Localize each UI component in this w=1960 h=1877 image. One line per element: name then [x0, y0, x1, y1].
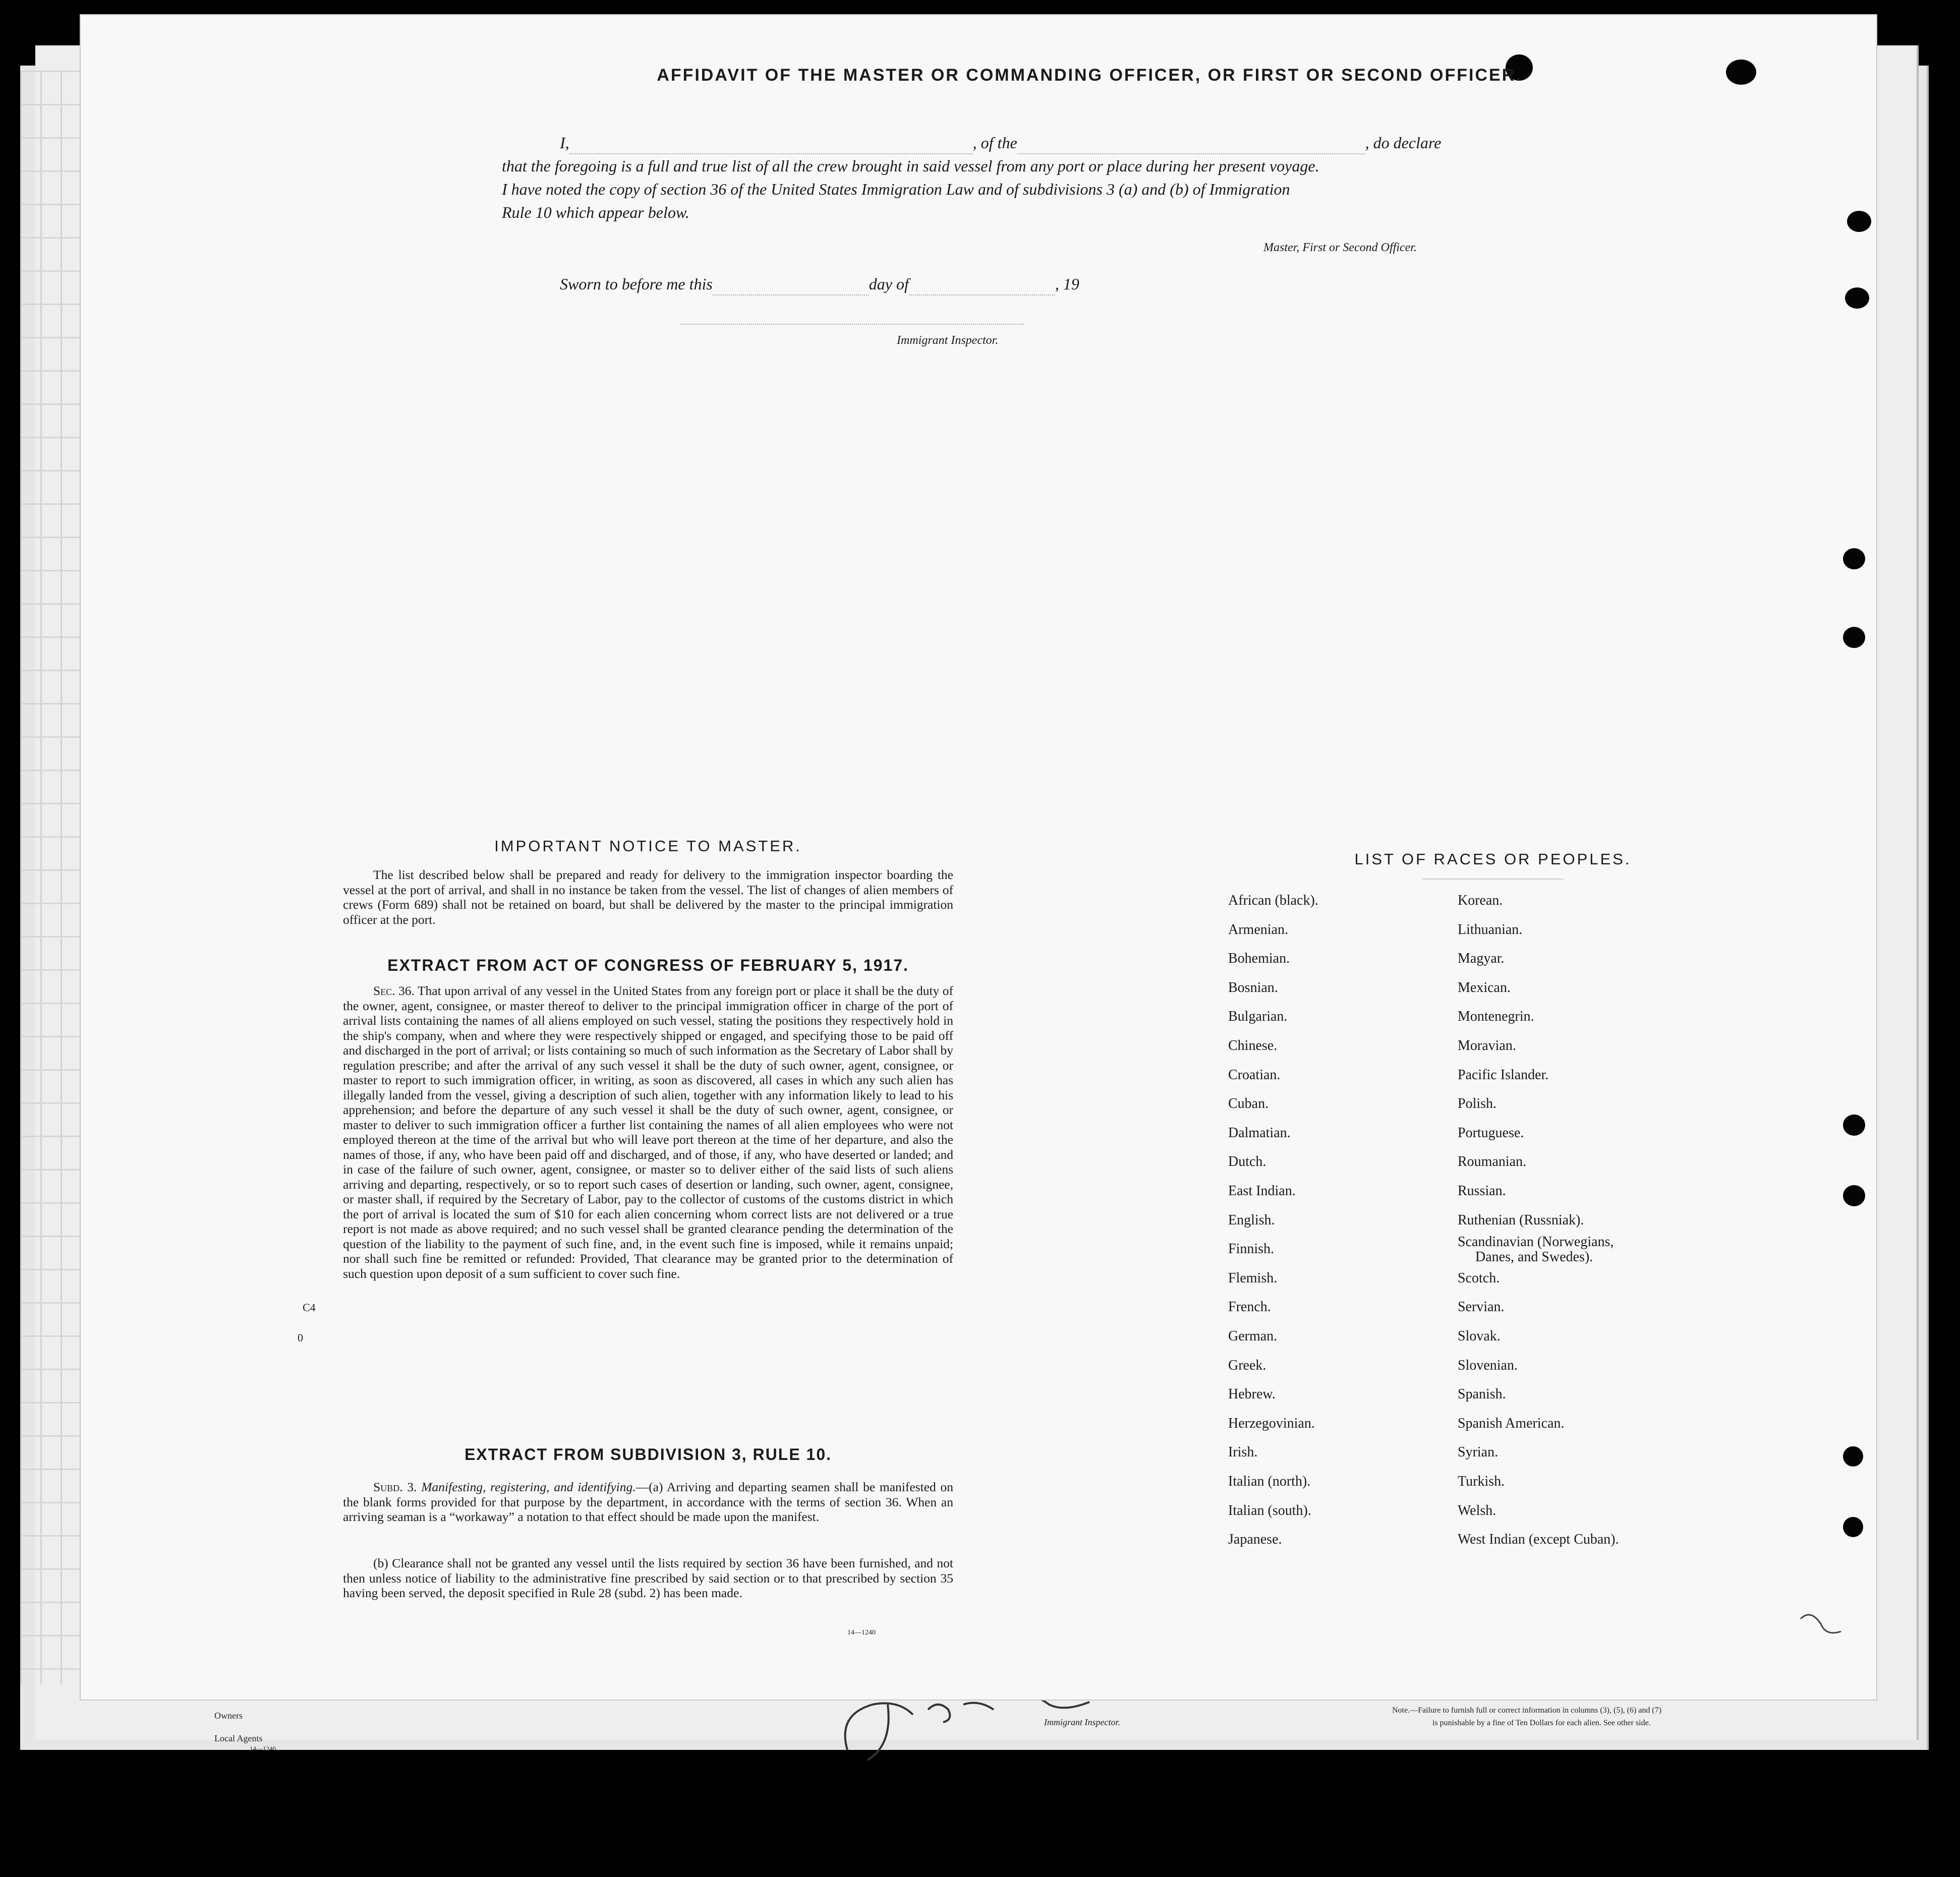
notice-title: IMPORTANT NOTICE TO MASTER.: [494, 837, 802, 855]
race-item: Croatian.: [1228, 1067, 1281, 1083]
race-item: Italian (north).: [1228, 1474, 1311, 1489]
notice-form-number: 14—1240: [847, 1629, 876, 1636]
race-item: Ruthenian (Russniak).: [1458, 1212, 1584, 1228]
under-note-line1: Note.—Failure to furnish full or correct information in columns (3), (5), (6) and (7): [1392, 1706, 1662, 1715]
race-item: Portuguese.: [1458, 1125, 1524, 1141]
race-item: Magyar.: [1458, 951, 1505, 967]
section-36-text: [343, 983, 953, 1281]
affidavit-line-3: I have noted the copy of section 36 of the United States Immigration Law and of subdivisions 3 (a) and (b) of Immigration: [502, 180, 1290, 198]
punch-hole: [1843, 1115, 1865, 1136]
race-item: Flemish.: [1228, 1270, 1278, 1286]
inspector-label: Immigrant Inspector.: [897, 334, 999, 347]
race-item: Hebrew.: [1228, 1386, 1276, 1402]
master-signature-label: Master, First or Second Officer.: [1263, 241, 1417, 254]
race-item: Herzegovinian.: [1228, 1415, 1315, 1431]
race-item: Syrian.: [1458, 1444, 1498, 1460]
race-item: Bosnian.: [1228, 979, 1278, 995]
race-item: Spanish.: [1458, 1386, 1506, 1402]
day-of-text: day of: [869, 275, 909, 293]
races-title: LIST OF RACES OR PEOPLES.: [1354, 850, 1632, 868]
race-item: Korean.: [1458, 893, 1503, 908]
punch-hole: [1843, 1185, 1865, 1206]
extract-rule-title: EXTRACT FROM SUBDIVISION 3, RULE 10.: [464, 1445, 832, 1463]
race-item: Welsh.: [1458, 1502, 1496, 1518]
inspector-signature-line: [681, 324, 1024, 325]
race-item: Turkish.: [1458, 1474, 1505, 1489]
punch-hole: [1843, 1517, 1863, 1537]
race-item: Armenian.: [1228, 921, 1288, 937]
race-item: German.: [1228, 1328, 1278, 1344]
race-item: English.: [1228, 1212, 1275, 1228]
race-item: West Indian (except Cuban).: [1458, 1532, 1619, 1548]
punch-hole: [1845, 287, 1869, 309]
affidavit-title: AFFIDAVIT OF THE MASTER OR COMMANDING OFFICER, OR FIRST OR SECOND OFFICER.: [657, 66, 1522, 85]
affidavit-do-declare: , do declare: [1365, 134, 1442, 152]
race-item: Irish.: [1228, 1444, 1258, 1460]
race-item: East Indian.: [1228, 1183, 1296, 1199]
races-title-rule: [1422, 878, 1564, 879]
affidavit-line-4: Rule 10 which appear below.: [502, 203, 689, 221]
subd-label: Subd. 3.: [373, 1480, 417, 1494]
affidavit-of-the: , of the: [972, 134, 1017, 152]
race-item: Scotch.: [1458, 1270, 1500, 1286]
race-item: Polish.: [1458, 1096, 1497, 1112]
sworn-line: [560, 272, 1266, 296]
race-item: Dalmatian.: [1228, 1125, 1291, 1141]
punch-hole: [1726, 60, 1756, 85]
under-owners-label: Owners: [214, 1711, 243, 1721]
race-item: French.: [1228, 1299, 1271, 1315]
extract-act-title: EXTRACT FROM ACT OF CONGRESS OF FEBRUARY 5, 1917.: [387, 956, 909, 974]
subdivision-3-b: (b) Clearance shall not be granted any vessel until the lists required by section 36 have been furnished, and not then unless notice of liability to the administrative fine prescribed by said section or to that prescribed by section 35 having been served, the deposit specified in Rule 28 (subd. 2) has been made.: [343, 1556, 953, 1600]
margin-mark: C4: [303, 1301, 316, 1314]
race-item: Italian (south).: [1228, 1502, 1311, 1518]
race-item: Mexican.: [1458, 979, 1511, 995]
sec-36-body: That upon arrival of any vessel in the United States from any foreign port or place it shall be the duty of the owner, agent, consignee, or master thereof to deliver to the principal immigration officer in charge of the port of arrival lists containing the names of all aliens employed on such vessel, stating the positions they respectively hold in the ship's company, when and where they were respectively shipped or engaged, and specifying those to be paid off and discharged in the port of arrival; or lists containing so much of such information as the Secretary of Labor shall by regulation prescribe; and after the arrival of any such vessel it shall be the duty of such owner, agent, consignee, or master to report to such immigration officer, in writing, as soon as discovered, all cases in which any such alien has illegally landed from the vessel, giving a description of such alien, together with any information likely to lead to his apprehension; and before the departure of any such vessel it shall be the duty of such owner, agent, consignee, or master to deliver to such immigration officer a further list containing the names of all alien employees who were not employed thereon at the time of the arrival but who will leave port thereon at the time of her departure, and also the names of those, if any, who have been paid off and discharged, and of those, if any, who have deserted or landed; and in case of the failure of such owner, agent, consignee, or master so to deliver either of the said lists of such aliens arriving and departing, respectively, or so to report such cases of desertion or landing, such owner, agent, consignee, or master shall, if required by the Secretary of Labor, pay to the collector of customs of the customs district in which the port of arrival is located the sum of $10 for each alien concerning whom correct lists are not delivered or a true report is not made as above required; and no such vessel shall be granted clearance pending the determination of the question of the liability to the payment of such fine, and, in the event such fine is imposed, while it remains unpaid; nor shall such fine be remitted or refunded: Provided, That clearance may be granted prior to the determination of such question upon deposit of a sum sufficient to cover such fine.: [343, 983, 953, 1281]
pencil-mark: [1796, 1609, 1846, 1644]
race-item: Bohemian.: [1228, 951, 1290, 967]
race-item: Moravian.: [1458, 1038, 1516, 1053]
race-item: Bulgarian.: [1228, 1009, 1288, 1025]
subd-a-body: —(a) Arriving and departing seamen shall be manifested on the blank forms provided for that purpose by the department, in accordance with the terms of section 36. When an arriving seaman is a “workaway” a notation to that effect should be made upon the manifest.: [343, 1480, 954, 1524]
race-item: Slovak.: [1458, 1328, 1501, 1344]
punch-hole: [1843, 548, 1865, 569]
subd-italic: Manifesting, registering, and identifying.: [421, 1480, 636, 1494]
affidavit-line-1: [502, 131, 1614, 154]
race-item: Roumanian.: [1458, 1154, 1527, 1170]
race-item: Montenegrin.: [1458, 1009, 1534, 1025]
race-item: Spanish American.: [1458, 1415, 1565, 1431]
under-note-line2: is punishable by a fine of Ten Dollars for each alien. See other side.: [1432, 1719, 1651, 1727]
race-item: Cuban.: [1228, 1096, 1269, 1112]
month-blank: [909, 295, 1055, 296]
affidavit-line-2: that the foregoing is a full and true list of all the crew brought in said vessel from any port or place during her present voyage.: [502, 157, 1319, 175]
race-item: Dutch.: [1228, 1154, 1266, 1170]
race-item: Slovenian.: [1458, 1357, 1518, 1373]
punch-hole: [1843, 627, 1865, 648]
day-blank: [713, 295, 869, 296]
notice-body: The list described below shall be prepared and ready for delivery to the immigration inspector boarding the vessel at the port of arrival, and shall in no instance be taken from the vessel. The list of changes of alien members of crews (Form 689) shall not be retained on board, but shall be delivered by the master to the principal immigration officer at the port.: [343, 867, 953, 927]
ledger-gridlines: [20, 71, 86, 1684]
race-item: Greek.: [1228, 1357, 1266, 1373]
punch-hole: [1847, 211, 1871, 232]
race-item: African (black).: [1228, 893, 1318, 908]
race-item: Scandinavian (Norwegians,: [1458, 1234, 1614, 1250]
under-form-number: 14—1240: [250, 1745, 276, 1752]
race-item: Lithuanian.: [1458, 921, 1523, 937]
race-item: Russian.: [1458, 1183, 1506, 1199]
manifest-back-page: [81, 15, 1876, 1699]
under-inspector-label: Immigrant Inspector.: [1044, 1717, 1120, 1727]
year-text: , 19: [1055, 275, 1079, 293]
race-item: Servian.: [1458, 1299, 1505, 1315]
sec-36-label: Sec. 36.: [373, 983, 415, 998]
under-local-agents-label: Local Agents: [214, 1733, 263, 1743]
affidavit-i: I,: [560, 134, 569, 152]
race-item: Finnish.: [1228, 1241, 1275, 1257]
sworn-text: Sworn to before me this: [560, 275, 713, 293]
punch-hole: [1843, 1446, 1863, 1467]
margin-mark: 0: [298, 1331, 303, 1344]
race-item: Chinese.: [1228, 1038, 1278, 1053]
race-item: Japanese.: [1228, 1532, 1282, 1548]
race-item: Pacific Islander.: [1458, 1067, 1549, 1083]
race-item: Danes, and Swedes).: [1475, 1249, 1593, 1265]
subdivision-3-a: [343, 1480, 953, 1524]
